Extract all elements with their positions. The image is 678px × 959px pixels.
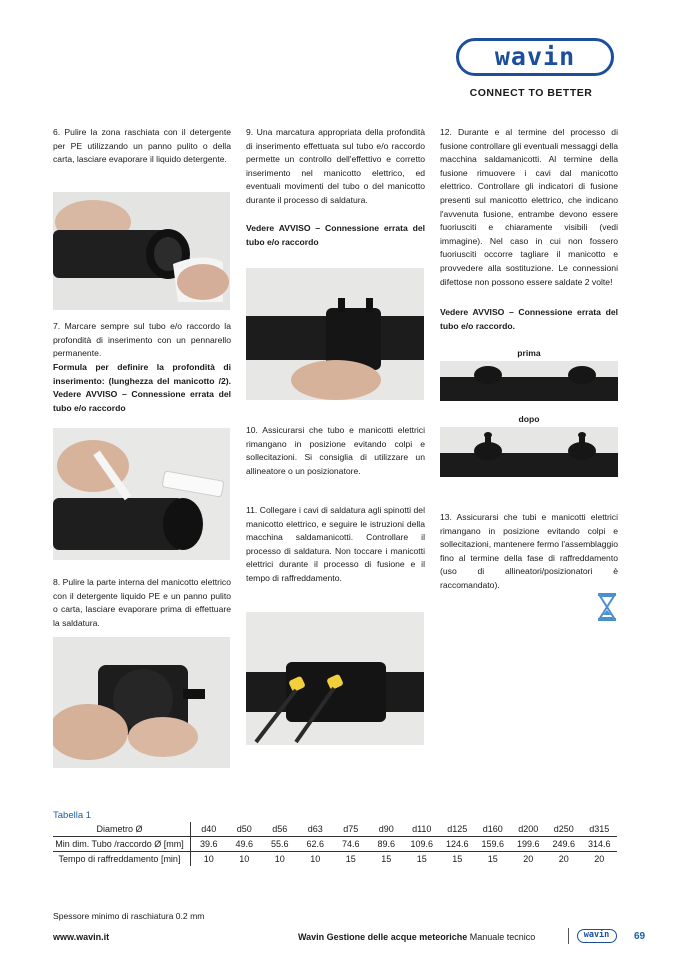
- table-cell: 74.6: [333, 837, 369, 852]
- table-cell: 39.6: [191, 837, 227, 852]
- table-cell: d110: [412, 824, 432, 834]
- photo-clean-pipe: [53, 192, 230, 310]
- step-6-text: 6. Pulire la zona raschiata con il detergente per PE utilizzando un panno pulito o della carta, lasciare evaporare il liquido detergente.: [53, 127, 231, 165]
- table-cell: d75: [343, 824, 359, 834]
- table-cell: d90: [378, 824, 394, 834]
- table-cell: 10: [191, 852, 227, 867]
- footnote: Spessore minimo di raschiatura 0.2 mm: [53, 911, 205, 921]
- table-title: Tabella 1: [53, 810, 92, 821]
- table-cell: 15: [369, 852, 405, 867]
- table-cell: 249.6: [546, 837, 582, 852]
- step-11-text: 11. Collegare i cavi di saldatura agli spinotti del manicotto elettrico, e seguire le istruzioni della macchina saldamanicotti. Controllare il processo di saldatura. Non toccare i manicotti elettrici durante il processo di fusione e il tempo di raffreddamento.: [246, 505, 425, 583]
- table-cell: d125: [447, 824, 468, 834]
- step-13-text: 13. Assicurarsi che tubi e manicotti elettrici rimangano in posizione evitando colpi e sollecitazioni, mantenere fermo l'assemblaggio fino al termine della fase di raffreddamento (uso di allineatori/posizionatori è raccomandato).: [440, 512, 618, 590]
- table-cell: 15: [333, 852, 369, 867]
- table-cell: d40: [201, 824, 217, 834]
- hourglass-icon: [595, 592, 619, 622]
- table-cell: 89.6: [369, 837, 405, 852]
- table-cell: 10: [227, 852, 263, 867]
- logo-text: wavin: [494, 42, 576, 71]
- table-cell: 314.6: [582, 837, 618, 852]
- footer-title: [298, 932, 535, 942]
- caption-dopo: dopo: [518, 414, 540, 424]
- table-cell: 15: [475, 852, 511, 867]
- table-row: [53, 837, 617, 852]
- photo-mark-pipe: [53, 428, 230, 560]
- step-10-text: 10. Assicurarsi che tubo e manicotti elettrici rimangano in posizione evitando colpi e sollecitazioni. Si consiglia di utilizzare un allineatore o un posizionatore.: [246, 425, 425, 476]
- table-cell: d56: [272, 824, 288, 834]
- tagline: CONNECT TO BETTER: [469, 87, 593, 99]
- step-8-text: 8. Pulire la parte interna del manicotto elettrico con il detergente liquido PE e un panno pulito o carta, lasciare evaporare prima di effettuare la saldatura.: [53, 577, 231, 628]
- step-9-text: 9. Una marcatura appropriata della profondità di inserimento effettuata sul tubo e/o raccordo permette un controllo dell'effettivo e corretto inserimento nel manicotto elettrico, ed eventuali movimenti del tubo o del manicotto durante il processo di saldatura.: [246, 127, 425, 205]
- step-9-warning: Vedere AVVISO – Connessione errata del tubo e/o raccordo: [246, 223, 425, 247]
- table-row-label: Min dim. Tubo /raccordo Ø [mm]: [53, 837, 191, 852]
- table-cell: 199.6: [511, 837, 547, 852]
- footer-divider: [568, 928, 569, 944]
- table-cell: 10: [298, 852, 334, 867]
- table-row-label: Tempo di raffreddamento [min]: [53, 852, 191, 867]
- table-cell: 124.6: [440, 837, 476, 852]
- page-number: 69: [634, 931, 646, 942]
- table-cell: 15: [404, 852, 440, 867]
- footer-wavin-logo: [577, 929, 617, 943]
- table-cell: d315: [589, 824, 610, 834]
- table-row: [53, 852, 617, 867]
- step-12-text: 12. Durante e al termine del processo di fusione controllare gli eventuali messaggi della macchina saldamanicotti. Al termine della fusione rimuovere i cavi dal manicotto elettrico. Controllare gli indicatori di fusione presenti sul manicotto elettrico, che indicano l'avvenuta fusione, entrambe devono essere fuoriusciti e chiaramente visibili (vedi immagine). Nel caso in cui non fossero fuoriusciti occorre tagliare il manicotto e provvedere alla sostituzione. Le connessioni difettose non possono essere saldate 2 volte!: [440, 127, 618, 287]
- footer-title-rest: Manuale tecnico: [467, 932, 536, 942]
- table-cell: d250: [553, 824, 574, 834]
- table-cell: 62.6: [298, 837, 334, 852]
- table-cell: 109.6: [404, 837, 440, 852]
- photo-indicators-before: [440, 361, 618, 401]
- footer-url-link[interactable]: www.wavin.it: [53, 932, 110, 942]
- photo-indicators-after: [440, 427, 618, 477]
- table-cell: d50: [236, 824, 252, 834]
- table-cell: 10: [262, 852, 298, 867]
- photo-welding-cables: [246, 612, 424, 745]
- table-cell: 15: [440, 852, 476, 867]
- photo-clean-coupler: [53, 637, 230, 768]
- table-cell: 20: [546, 852, 582, 867]
- photo-insert-pipe: [246, 268, 424, 400]
- table-cell: d63: [307, 824, 323, 834]
- table-header-row: [53, 822, 617, 837]
- table-header-label: Diametro Ø: [53, 822, 191, 837]
- table-cell: 20: [511, 852, 547, 867]
- step-12-warning: Vedere AVVISO – Connessione errata del tubo e/o raccordo.: [440, 307, 618, 331]
- footer-logo-text: wavin: [583, 930, 610, 940]
- table-cell: d160: [482, 824, 503, 834]
- table-cell: 49.6: [227, 837, 263, 852]
- step-7-formula: Formula per definire la profondità di inserimento: (lunghezza del manicotto /2). Vedere AVVISO – Connessione errata del tubo e/o raccordo: [53, 362, 231, 413]
- footer-title-bold: Wavin Gestione delle acque meteoriche: [298, 932, 468, 942]
- table-cell: 55.6: [262, 837, 298, 852]
- table-cell: d200: [518, 824, 539, 834]
- cooling-time-table: [53, 822, 617, 866]
- wavin-logo: [456, 38, 618, 80]
- caption-prima: prima: [517, 348, 541, 358]
- table-cell: 20: [582, 852, 618, 867]
- table-cell: 159.6: [475, 837, 511, 852]
- step-7-text: 7. Marcare sempre sul tubo e/o raccordo la profondità di inserimento con un pennarello permanente.: [53, 321, 231, 359]
